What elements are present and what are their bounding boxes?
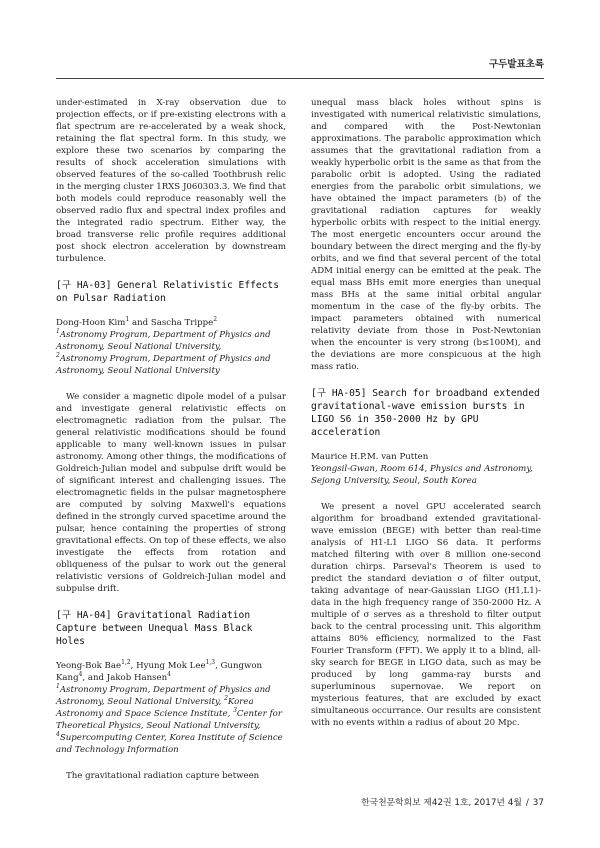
affiliation-1: $^1$Astronomy Program, Department of Physics and Astronomy, Seoul National University, bbox=[56, 328, 271, 352]
page-number: 37 bbox=[532, 798, 544, 808]
abstract-body-ha04-cont: unequal mass black holes without spins is investigated with numerical relativistic simulations, and compared with the Post-Newtonian approximations. The parabolic approximation which assumes that the gravitational radiation from a weakly hyperbolic orbit is the same as that from the parabolic orbit is adopted. Using the radiated energies from the parabolic orbit simulations, we have obtained the impact parameters (b) of the gravitational radiation captures for weakly hyperbolic orbits with respect to the initial energy. The most energetic encounters occur around the boundary between the direct merging and the fly-by orbits, and we find that several percent of the total ADM initial energy can be emitted at the peak. The equal mass BHs emit more energies than unequal mass BHs at the same initial orbital angular momentum in the case of the fly-by orbits. The impact parameters obtained with numerical relativity deviate from those in Post-Newtonian when the encounter is very strong (b≤100M), and the deviations are more conspicuous at the high mass ratio. bbox=[311, 98, 541, 372]
footer-separator: / bbox=[525, 798, 529, 808]
header-rule bbox=[56, 78, 544, 79]
page-header bbox=[0, 0, 600, 82]
left-column bbox=[56, 97, 286, 782]
page-footer bbox=[361, 795, 544, 808]
author-separator: and bbox=[129, 318, 151, 328]
authors-ha04: Yeong-Bok Bae$^{1,2}$, Hyung Mok Lee$^{1,3}$, Gungwon Kang$^4$, and Jakob Hansen$^4$ bbox=[56, 659, 263, 683]
abstract-body-ha03: We consider a magnetic dipole model of a pulsar and investigate general relativistic effects on electromagnetic radiation from the pulsar. The general relativistic modifications should be found applicable to many well-known issues in pulsar astronomy. Among other things, the modifications of Goldreich-Julian model and subpulse drift would be of significant interest and challenging issues. The electromagnetic fields in the pulsar magnetosphere are computed by solving Maxwell's equations defined in the strongly curved spacetime around the pulsar, hence containing the properties of strong gravitational effects. On top of these effects, we also investigate the effects from rotation and obliqueness of the pulsar to work out the general relativistic versions of Goldreich-Julian model and subpulse drift. bbox=[56, 392, 286, 594]
right-column bbox=[311, 97, 541, 729]
affiliation-2: $^2$Astronomy Program, Department of Physics and Astronomy, Seoul National University bbox=[56, 352, 271, 376]
continued-abstract: under-estimated in X-ray observation due to projection effects, or if pre-existing electrons with a flat spectrum are re-accelerated by a weak shock, retaining the flat spectral form. In this study, we explore these two scenarios by comparing the results of shock acceleration simulations with observed features of the so-called Toothbrush relic in the merging cluster 1RXS J060303.3. We find that both models could reproduce reasonably well the observed radio flux and spectral index profiles and the integrated radio spectrum. Either way, the broad transverse relic profile requires additional post shock electron acceleration by downstream turbulence. bbox=[56, 98, 286, 264]
authors-ha03 bbox=[56, 317, 286, 329]
author-sup: 1 bbox=[125, 316, 130, 324]
author-name: Dong-Hoon Kim bbox=[56, 318, 126, 328]
abstract-title-ha05: [구 HA-05] Search for broadband extended gravitational-wave emission bursts in LIGO S6 in 350-2000 Hz by GPU acceleration bbox=[311, 388, 540, 438]
abstract-body-ha04-start: The gravitational radiation capture between bbox=[66, 771, 260, 781]
affiliations-ha04: $^1$Astronomy Program, Department of Physics and Astronomy, Seoul National University, $^2$Korea Astronomy and Space Science Institute, $^3$Center for Theoretical Physics, Seoul National University, $^4$Supercomputing Center, Korea Institute of Science and Technology Information bbox=[56, 683, 283, 755]
journal-info: 한국천문학회보 제42권 1호, 2017년 4월 bbox=[361, 798, 522, 808]
author-sup: 2 bbox=[213, 316, 218, 324]
authors-ha05: Maurice H.P.M. van Putten bbox=[311, 452, 429, 462]
abstract-body-ha05: We present a novel GPU accelerated search algorithm for broadband extended gravitational-wave emission (BEGE) with better than real-time analysis of H1-L1 LIGO S6 data. It performs matched filtering with over 8 million one-second duration chirps. Parseval's Theorem is used to predict the standard deviation σ of filter output, taking advantage of near-Gaussian LIGO (H1,L1)-data in the high frequency range of 350-2000 Hz. A multiple of σ serves as a threshold to filter output back to the central processing unit. This algorithm attains 80% efficiency, normalized to the Fast Fourier Transform (FFT). We apply it to a blind, all-sky search for BEGE in LIGO data, such as may be produced by long gamma-ray bursts and superluminous supernovae. We report on mysterious features, that are excluded by exact simultaneous occurrance. Our results are consistent with no events within a radius of about 20 Mpc. bbox=[311, 502, 541, 728]
affiliation-ha05: Yeongsil-Gwan, Room 614, Physics and Astronomy, Sejong University, Seoul, South Korea bbox=[311, 464, 533, 486]
section-tag: 구두발표초록 bbox=[488, 59, 544, 70]
author-name: Sascha Trippe bbox=[150, 318, 214, 328]
abstract-title-ha03: [구 HA-03] General Relativistic Effects on Pulsar Radiation bbox=[56, 280, 279, 304]
abstract-title-ha04: [구 HA-04] Gravitational Radiation Capture between Unequal Mass Black Holes bbox=[56, 610, 253, 647]
